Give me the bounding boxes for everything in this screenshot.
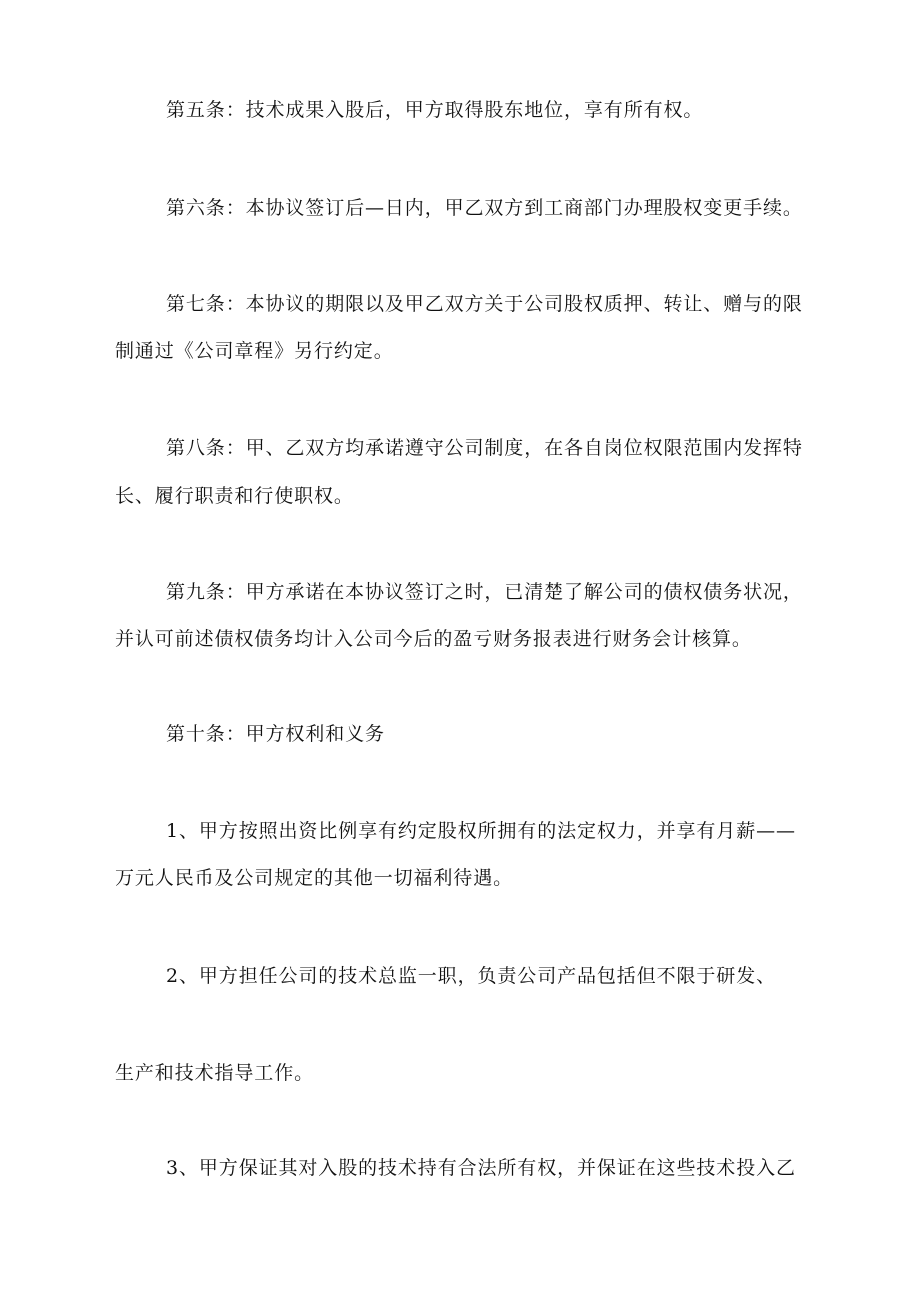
article-7-line-1: 第七条：本协议的期限以及甲乙双方关于公司股权质押、转让、赠与的限	[166, 293, 803, 315]
item-2-line-2: 生产和技术指导工作。	[115, 1062, 315, 1084]
item-1-line-1: 1、甲方按照出资比例享有约定股权所拥有的法定权力，并享有月薪——	[166, 820, 796, 842]
article-5-line-1: 第五条：技术成果入股后，甲方取得股东地位，享有所有权。	[166, 99, 704, 121]
item-2-line-1: 2、甲方担任公司的技术总监一职，负责公司产品包括但不限于研发、	[166, 965, 776, 987]
article-10-heading: 第十条：甲方权利和义务	[166, 723, 385, 745]
item-3-line-1: 3、甲方保证其对入股的技术持有合法所有权，并保证在这些技术投入乙	[166, 1157, 796, 1179]
article-6-line-1: 第六条：本协议签订后—日内，甲乙双方到工商部门办理股权变更手续。	[166, 197, 803, 219]
article-9-line-1: 第九条：甲方承诺在本协议签订之时，已清楚了解公司的债权债务状况，	[166, 581, 803, 603]
item-1-line-2: 万元人民币及公司规定的其他一切福利待遇。	[115, 867, 514, 889]
article-8-line-1: 第八条：甲、乙双方均承诺遵守公司制度，在各自岗位权限范围内发挥特	[166, 437, 803, 459]
article-7-line-2: 制通过《公司章程》另行约定。	[115, 340, 394, 362]
article-9-line-2: 并认可前述债权债务均计入公司今后的盈亏财务报表进行财务会计核算。	[115, 628, 752, 650]
article-8-line-2: 长、履行职责和行使职权。	[115, 485, 354, 507]
